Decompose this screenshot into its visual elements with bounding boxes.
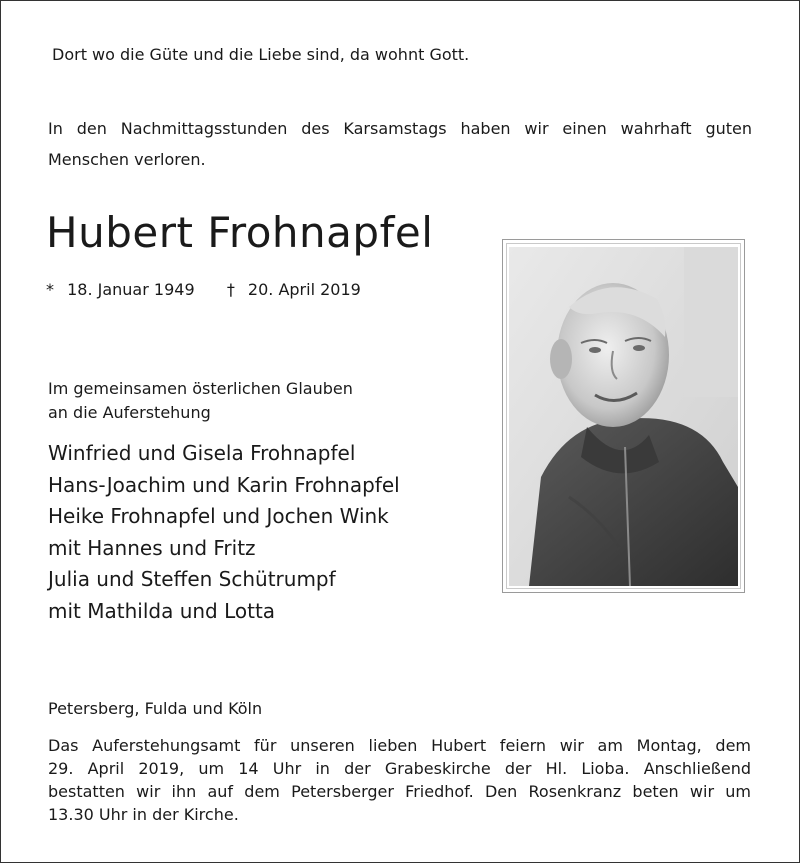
mourner-line: mit Hannes und Fritz (48, 535, 256, 560)
mourner-line: Hans-Joachim und Karin Frohnapfel (48, 472, 400, 497)
mourner-line: mit Mathilda und Lotta (48, 598, 276, 623)
intro-text (48, 113, 752, 175)
birth-date: 18. Januar 1949 (67, 280, 195, 299)
place-line: Petersberg, Fulda und Köln (48, 699, 263, 718)
death-symbol: † (226, 280, 235, 299)
service-line-2: 29. April 2019, um 14 Uhr in der Grabeskirche der Hl. Lioba. Anschließend (48, 759, 751, 778)
service-details (48, 734, 751, 826)
birth-symbol: * (46, 280, 54, 299)
motto: Dort wo die Güte und die Liebe sind, da wohnt Gott. (52, 45, 470, 64)
mourners-list (48, 438, 400, 627)
mourner-line: Winfried und Gisela Frohnapfel (48, 441, 356, 465)
deceased-name: Hubert Frohnapfel (46, 208, 434, 257)
service-line-1: Das Auferstehungsamt für unseren lieben Hubert feiern wir am Montag, dem (48, 736, 751, 755)
service-line-3: bestatten wir ihn auf dem Petersberger Friedhof. Den Rosenkranz beten wir um (48, 782, 751, 801)
portrait-photo (509, 247, 738, 586)
faith-line-2: an die Auferstehung (48, 403, 211, 422)
service-line-4: 13.30 Uhr in der Kirche. (48, 805, 239, 824)
faith-line-1: Im gemeinsamen österlichen Glauben (48, 379, 353, 398)
mourner-line: Julia und Steffen Schütrumpf (48, 567, 336, 591)
death-date: 20. April 2019 (247, 280, 361, 299)
faith-statement (48, 377, 353, 425)
mourner-line: Heike Frohnapfel und Jochen Wink (48, 504, 389, 528)
intro-line-1: In den Nachmittagsstunden des Karsamstags haben wir einen wahrhaft guten (48, 119, 752, 138)
life-dates (46, 280, 361, 299)
intro-line-2: Menschen verloren. (48, 150, 206, 169)
